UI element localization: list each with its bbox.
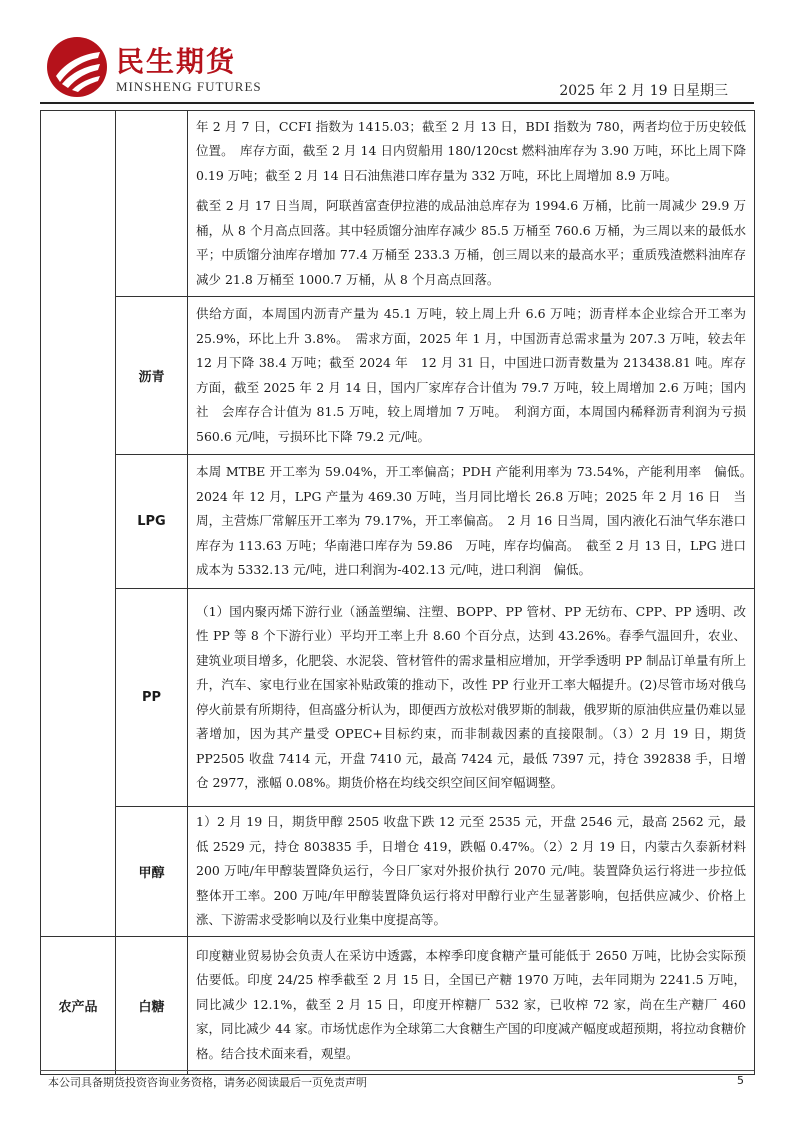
- product-name: 沥青: [138, 370, 165, 385]
- category-name: 农产品: [58, 999, 98, 1015]
- footer-divider: [40, 1070, 754, 1071]
- analysis-paragraph: 本周 MTBE 开工率为 59.04%，开工率偏高；PDH 产能利用率为 73.54%，产能利用率 偏低。 2024 年 12 月，LPG 产量为 469.30 万吨，当月同比增长 26.8 万吨；2025 年 2 月 16 日 当周，主营炼厂常解压开工率为 79.17%，开工率偏高。 2 月 16 日当周，国内液化石油气华东港口库存为 113.63 万吨；华南港口库存为 59.86 万吨，库存均偏高。 截至 2 月 13 日，LPG 进口成本为 5332.13 元/吨，进口利润为-402.13 元/吨，进口利润 偏低。: [196, 464, 759, 578]
- analysis-paragraph: 1）2 月 19 日，期货甲醇 2505 收盘下跌 12 元至 2535 元，开盘 2546 元，最高 2562 元，最低 2529 元，持仓 803835 手，日增仓 419，跌幅 0.47%。（2）2 月 19 日，内蒙古久泰新材料 200 万吨/年甲醇装置降负运行，今日厂家对外报价执行 2070 元/吨。装置降负运行将进一步拉低整体开工率。200 万吨/年甲醇装置降负运行将对甲醇行业产生显著影响，包括供应减少、价格上涨、下游需求受影响以及行业集中度提高等。: [196, 814, 746, 927]
- product-cell: [116, 589, 188, 807]
- analysis-cell: [188, 297, 755, 455]
- table-row: [41, 111, 755, 297]
- analysis-paragraph: 截至 2 月 17 日当周，阿联酋富查伊拉港的成品油总库存为 1994.6 万桶，比前一周减少 29.9 万桶，从 8 个月高点回落。其中轻质馏分油库存减少 85.5 万桶至 760.6 万桶，为三周以来的最低水平；中质馏分油库存增加 77.4 万桶至 233.3 万桶，创三周以来的最高水平；重质残渣燃料油库存减少 21.8 万桶至 1000.7 万桶，从 8 个月高点回落。: [196, 198, 746, 287]
- category-cell-energy: [41, 111, 116, 937]
- product-cell: [116, 936, 188, 1074]
- minsheng-logo-icon: [46, 36, 108, 98]
- brand-name-en: MINSHENG FUTURES: [116, 79, 262, 94]
- product-cell: [116, 807, 188, 937]
- analysis-cell: [188, 936, 755, 1074]
- commodity-table: [40, 110, 759, 1075]
- analysis-paragraph: 年 2 月 7 日，CCFI 指数为 1415.03；截至 2 月 13 日，BDI 指数为 780，两者均位于历史较低位置。 库存方面，截至 2 月 14 日内贸船用 180/120cst 燃料油库存为 3.90 万吨，环比上周下降 0.19 万吨；截至 2 月 14 日石油焦港口库存量为 332 万吨，环比上周增加 8.9 万吨。: [196, 118, 759, 183]
- product-cell: [116, 455, 188, 589]
- product-name: LPG: [137, 514, 166, 529]
- table-row: [41, 936, 755, 1074]
- report-date: 2025 年 2 月 19 日星期三: [559, 83, 728, 99]
- product-cell: [116, 297, 188, 455]
- footer-disclaimer: 本公司具备期货投资咨询业务资格，请务必阅读最后一页免责声明: [48, 1076, 367, 1089]
- product-name: PP: [141, 690, 162, 705]
- table-row: [41, 455, 755, 589]
- product-cell: [116, 111, 188, 297]
- table-row: [41, 589, 755, 807]
- analysis-paragraph: （1）国内聚丙烯下游行业（涵盖塑编、注塑、BOPP、PP 管材、PP 无纺布、CPP、PP 透明、改性 PP 等 8 个下游行业）平均开工率上升 8.60 个百分点，达到 43.26%。春季气温回升，农业、建筑业项目增多，化肥袋、水泥袋、管材管件的需求量相应增加，开学季透明 PP 制品订单量有所上升，汽车、家电行业在国家补贴政策的推动下，改性 PP 行业开工率大幅提升。(2)尽管市场对俄乌停火前景有所期待，但高盛分析认为，即便西方放松对俄罗斯的制裁，俄罗斯的原油供应量仍难以显著增加，因为其产量受 OPEC+目标约束，而非制裁因素的直接限制。（3）2 月 19 日，期货 PP2505 收盘 7414 元，开盘 7410 元，最高 7424 元，最低 7397 元，持仓 392838 手，日增仓 2977，涨幅 0.08%。期货价格在均线交织空间区间窄幅调整。: [196, 603, 747, 790]
- analysis-cell: [188, 455, 759, 589]
- product-name: 甲醇: [138, 865, 165, 881]
- page-header: [0, 0, 794, 108]
- table-row: [41, 807, 755, 937]
- page-number: 5: [737, 1074, 744, 1087]
- brand-name-cn: 民生期货: [116, 45, 237, 78]
- product-name: 白糖: [138, 999, 165, 1015]
- header-divider: [40, 102, 754, 104]
- table-row: [41, 297, 755, 455]
- analysis-paragraph: 印度糖业贸易协会负责人在采访中透露，本榨季印度食糖产量可能低于 2650 万吨，比协会实际预估要低。印度 24/25 榨季截至 2 月 15 日，全国已产糖 1970 万吨，去年同期为 2241.5 万吨，同比减少 12.1%，截至 2 月 15 日，印度开榨糖厂 532 家，已收榨 72 家，尚在生产糖厂 460 家，同比减少 44 家。市场忧虑作为全球第二大食糖生产国的印度减产幅度或超预期，将拉动食糖价格。结合技术面来看，观望。: [196, 947, 746, 1061]
- analysis-cell: [188, 589, 755, 807]
- analysis-cell: [188, 111, 759, 297]
- category-cell: [41, 936, 116, 1074]
- analysis-paragraph: 供给方面，本周国内沥青产量为 45.1 万吨，较上周上升 6.6 万吨；沥青样本企业综合开工率为 25.9%，环比上升 3.8%。 需求方面，2025 年 1 月，中国沥青总需求量为 207.3 万吨，较去年 12 月下降 38.4 万吨；截至 2024 年 12 月 31 日，中国进口沥青数量为 213438.81 吨。库存方面，截至 2025 年 2 月 14 日，国内厂家库存合计值为 79.7 万吨，较上周增加 2.6 万吨；国内社 会库存合计值为 81.5 万吨，较上周增加 7 万吨。 利润方面，本周国内稀释沥青利润为亏损 560.6 元/吨，亏损环比下降 79.2 元/吨。: [196, 306, 746, 444]
- analysis-cell: [188, 807, 755, 937]
